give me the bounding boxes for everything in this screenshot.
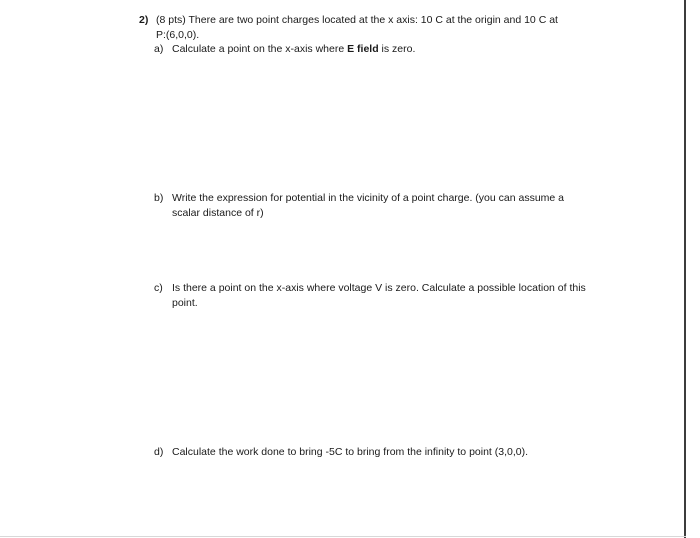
question-number: 2): [139, 14, 149, 26]
part-c-line2: point.: [172, 297, 198, 309]
page-right-border: [684, 0, 686, 538]
part-c-line1: Is there a point on the x-axis where voltage V is zero. Calculate a possible location of this: [172, 282, 586, 294]
part-d-line1: Calculate the work done to bring -5C to bring from the infinity to point (3,0,0).: [172, 446, 529, 458]
question-intro-line2: P:(6,0,0).: [156, 29, 200, 41]
part-b-line1: Write the expression for potential in the vicinity of a point charge. (you can assume a: [172, 192, 565, 204]
part-a-text: [172, 43, 415, 56]
part-d-label: d): [154, 446, 164, 458]
page-bottom-border: [0, 536, 686, 537]
part-a-text-bold: E field: [347, 43, 379, 55]
question-intro-line1: (8 pts) There are two point charges located at the x axis: 10 C at the origin and 10 C at: [156, 14, 558, 26]
part-a-label: a): [154, 43, 164, 55]
part-a-text-before: Calculate a point on the x-axis where: [172, 43, 348, 55]
part-b-line2: scalar distance of r): [172, 207, 264, 219]
part-c-label: c): [154, 282, 163, 294]
part-b-label: b): [154, 192, 164, 204]
part-a-text-after: is zero.: [378, 43, 416, 55]
